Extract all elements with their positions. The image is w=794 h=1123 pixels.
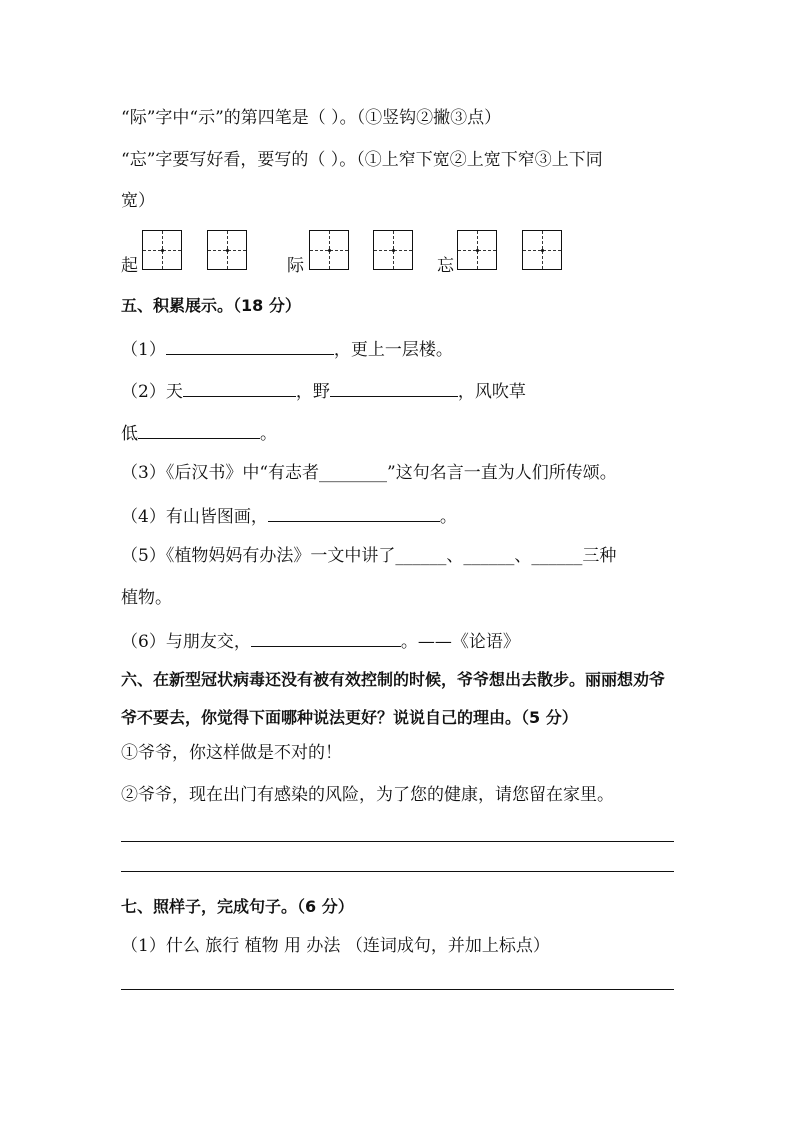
wang-question-line2: 宽） (121, 191, 155, 211)
option-1: ①爷爷，你这样做是不对的！ (121, 743, 342, 763)
writing-grid-box[interactable] (522, 230, 562, 270)
item-5-6 (121, 628, 520, 654)
item-5-2-line2-suffix: 。 (260, 424, 277, 444)
item-5-4 (121, 503, 457, 529)
item-5-1-suffix: ，更上一层楼。 (333, 340, 453, 360)
stroke-order-question: “际”字中“示”的第四笔是（ ）。（①竖钩②撇③点） (121, 108, 502, 128)
answer-blank[interactable] (183, 378, 296, 397)
grid-char-wang: 忘 (437, 256, 454, 276)
item-5-6-prefix: （6）与朋友交， (121, 632, 251, 652)
section-6-title-line2: 爷不要去，你觉得下面哪种说法更好？说说自己的理由。（5 分） (121, 708, 578, 727)
answer-blank[interactable] (138, 420, 260, 439)
writing-grid-box[interactable] (373, 230, 413, 270)
item-5-3: （3）《后汉书》中“有志者________”这句名言一直为人们所传颂。 (121, 463, 617, 483)
item-5-2 (121, 378, 526, 404)
section-7-title: 七、照样子，完成句子。（6 分） (121, 897, 354, 916)
item-5-2-prefix: （2）天 (121, 382, 183, 402)
writing-grid-box[interactable] (207, 230, 247, 270)
item-5-4-prefix: （4）有山皆图画， (121, 507, 268, 527)
item-5-2-suffix: ，风吹草 (457, 382, 526, 402)
item-5-1-prefix: （1） (121, 340, 166, 360)
grid-char-ji: 际 (287, 256, 304, 276)
grid-char-qi: 起 (121, 256, 138, 276)
item-5-1 (121, 336, 453, 362)
wang-question-line1: “忘”字要写好看，要写的（ ）。（①上窄下宽②上宽下窄③上下同 (121, 150, 603, 170)
writing-grid-box[interactable] (309, 230, 349, 270)
answer-blank[interactable] (268, 503, 440, 522)
item-5-2-line2-prefix: 低 (121, 424, 138, 444)
item-5-5-line1: （5）《植物妈妈有办法》一文中讲了______、______、______三种 (121, 546, 617, 566)
answer-blank[interactable] (330, 378, 458, 397)
item-5-2-mid: ，野 (295, 382, 330, 402)
section-5-title: 五、积累展示。（18 分） (121, 296, 301, 315)
writing-grid-box[interactable] (142, 230, 182, 270)
answer-blank[interactable] (251, 628, 401, 647)
answer-line[interactable] (121, 871, 674, 872)
answer-line[interactable] (121, 841, 674, 842)
section-6-title-line1: 六、在新型冠状病毒还没有被有效控制的时候，爷爷想出去散步。丽丽想劝爷 (121, 670, 666, 689)
item-5-4-suffix: 。 (439, 507, 457, 527)
item-7-1: （1）什么 旅行 植物 用 办法 （连词成句，并加上标点） (121, 936, 550, 956)
option-2: ②爷爷，现在出门有感染的风险，为了您的健康，请您留在家里。 (121, 785, 614, 805)
item-5-5-line2: 植物。 (121, 588, 172, 608)
item-5-6-suffix: 。——《论语》 (400, 632, 520, 652)
answer-blank[interactable] (166, 336, 334, 355)
writing-grid-box[interactable] (457, 230, 497, 270)
item-5-2-line2 (121, 420, 277, 446)
answer-line[interactable] (121, 989, 674, 990)
